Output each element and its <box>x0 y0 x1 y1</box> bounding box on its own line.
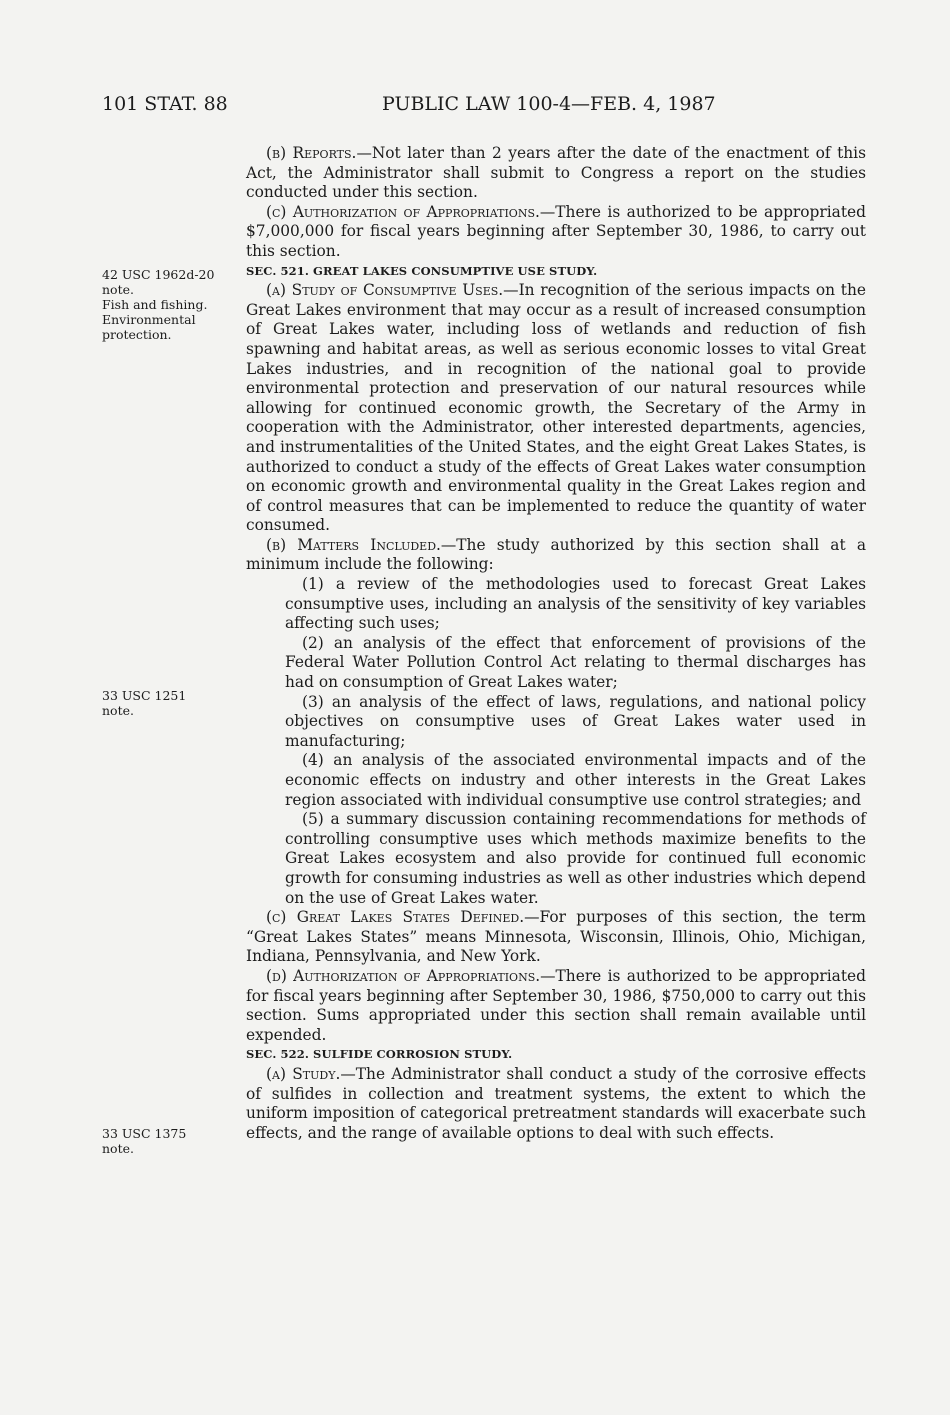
margin-note-line: Environmental <box>102 312 196 327</box>
section-heading-522: SEC. 522. SULFIDE CORROSION STUDY. <box>246 1047 513 1062</box>
margin-note-line: note. <box>102 703 134 718</box>
paragraph-text: —There is authorized to be appropriated for fiscal years beginning after September 30, 1986, $750,000 to carry out this section. Sums appropriated under this section shall remain available until expended. <box>246 966 866 1044</box>
paragraph-text: —In recognition of the serious impacts on the Great Lakes environment that may occur as a result of increased consumption of Great Lakes water, including loss of wetlands and reduction of fish spawning and habitat areas, as well as serious economic losses to vital Great Lakes industries, and in recognition of the national goal to provide environmental protection and preservation of our natural resources while allowing for continued economic growth, the Secretary of the Army in cooperation with the Administrator, other interested departments, agencies, and instrumentalities of the United States, and the eight Great Lakes States, is authorized to conduct a study of the effects of Great Lakes water consumption on economic growth and environmental quality in the Great Lakes region and of control measures that can be implemented to reduce the quantity of water consumed. <box>246 281 866 535</box>
public-law-title: PUBLIC LAW 100-4—FEB. 4, 1987 <box>382 93 716 115</box>
margin-note-sec521 <box>102 267 237 342</box>
paragraph-heading: (a) Study of Consumptive Uses. <box>266 281 504 300</box>
paragraph-text: —Not later than 2 years after the date of the enactment of this Act, the Administrator shall submit to Congress a report on the studies conducted under this section. <box>246 144 866 202</box>
paragraph-text: —The study authorized by this section shall at a minimum include the following: <box>246 535 866 574</box>
stat-citation: 101 STAT. 88 <box>102 93 228 115</box>
list-item: (5) a summary discussion containing recommendations for methods of controlling consumptive uses which methods maximize benefits to the Great Lakes ecosystem and also provide for continued full economic growth for consuming industries as well as other industries which depend on the use of Great Lakes water. <box>285 810 866 907</box>
paragraph-text: —For purposes of this section, the term “Great Lakes States” means Minnesota, Wisconsin, Illinois, Ohio, Michigan, Indiana, Pennsylvania, and New York. <box>246 908 867 966</box>
paragraph-heading: (a) Study. <box>266 1064 341 1083</box>
margin-note-sec522 <box>102 1126 237 1156</box>
margin-note-line: note. <box>102 1141 134 1156</box>
paragraph-reports <box>246 144 866 203</box>
list-item: (2) an analysis of the effect that enforcement of provisions of the Federal Water Pollution Control Act relating to thermal discharges has had on consumption of Great Lakes water; <box>285 633 866 692</box>
paragraph-text: —The Administrator shall conduct a study of the corrosive effects of sulfides in collection and treatment systems, the extent to which the uniform imposition of categorical pretreatment standards will exacerbate such effects, and the range of available options to deal with such effects. <box>246 1064 866 1142</box>
paragraph-heading: (c) Great Lakes States Defined. <box>266 908 525 927</box>
paragraph-heading: (b) Reports. <box>266 144 357 162</box>
margin-note-line: 33 USC 1375 <box>102 1126 187 1141</box>
paragraph-heading: (b) Matters Included. <box>266 535 441 554</box>
margin-note-line: protection. <box>102 327 172 342</box>
paragraph-appropriations-521 <box>246 967 866 1045</box>
list-item: (1) a review of the methodologies used to forecast Great Lakes consumptive uses, including an analysis of the sensitivity of key variables affecting such uses; <box>285 575 866 633</box>
paragraph-appropriations <box>246 203 866 262</box>
paragraph-heading: (c) Authorization of Appropriations. <box>266 202 540 221</box>
margin-note-line: note. <box>102 282 134 297</box>
paragraph-heading: (d) Authorization of Appropriations. <box>266 966 541 985</box>
list-item: (4) an analysis of the associated environmental impacts and of the economic effects on industry and other interests in the Great Lakes region associated with individual consumptive use control strategies; and <box>285 751 866 809</box>
paragraph-study-consumptive-uses <box>246 281 866 536</box>
margin-note-fwpca <box>102 688 237 718</box>
paragraph-text: —There is authorized to be appropriated $7,000,000 for fiscal years beginning after September 30, 1986, to carry out this section. <box>246 202 866 260</box>
margin-note-line: 33 USC 1251 <box>102 688 187 703</box>
list-item: (3) an analysis of the effect of laws, regulations, and national policy objectives on consumptive uses of Great Lakes water used in manufacturing; <box>285 692 866 750</box>
margin-note-line: Fish and fishing. <box>102 297 208 312</box>
paragraph-sulfide-study <box>246 1065 866 1143</box>
statute-text <box>246 144 866 1143</box>
section-heading-521: SEC. 521. GREAT LAKES CONSUMPTIVE USE STUDY. <box>246 263 598 278</box>
paragraph-states-defined <box>246 908 866 967</box>
margin-note-line: 42 USC 1962d-20 <box>102 267 215 282</box>
page-header <box>102 93 864 123</box>
paragraph-matters-included <box>246 536 866 575</box>
